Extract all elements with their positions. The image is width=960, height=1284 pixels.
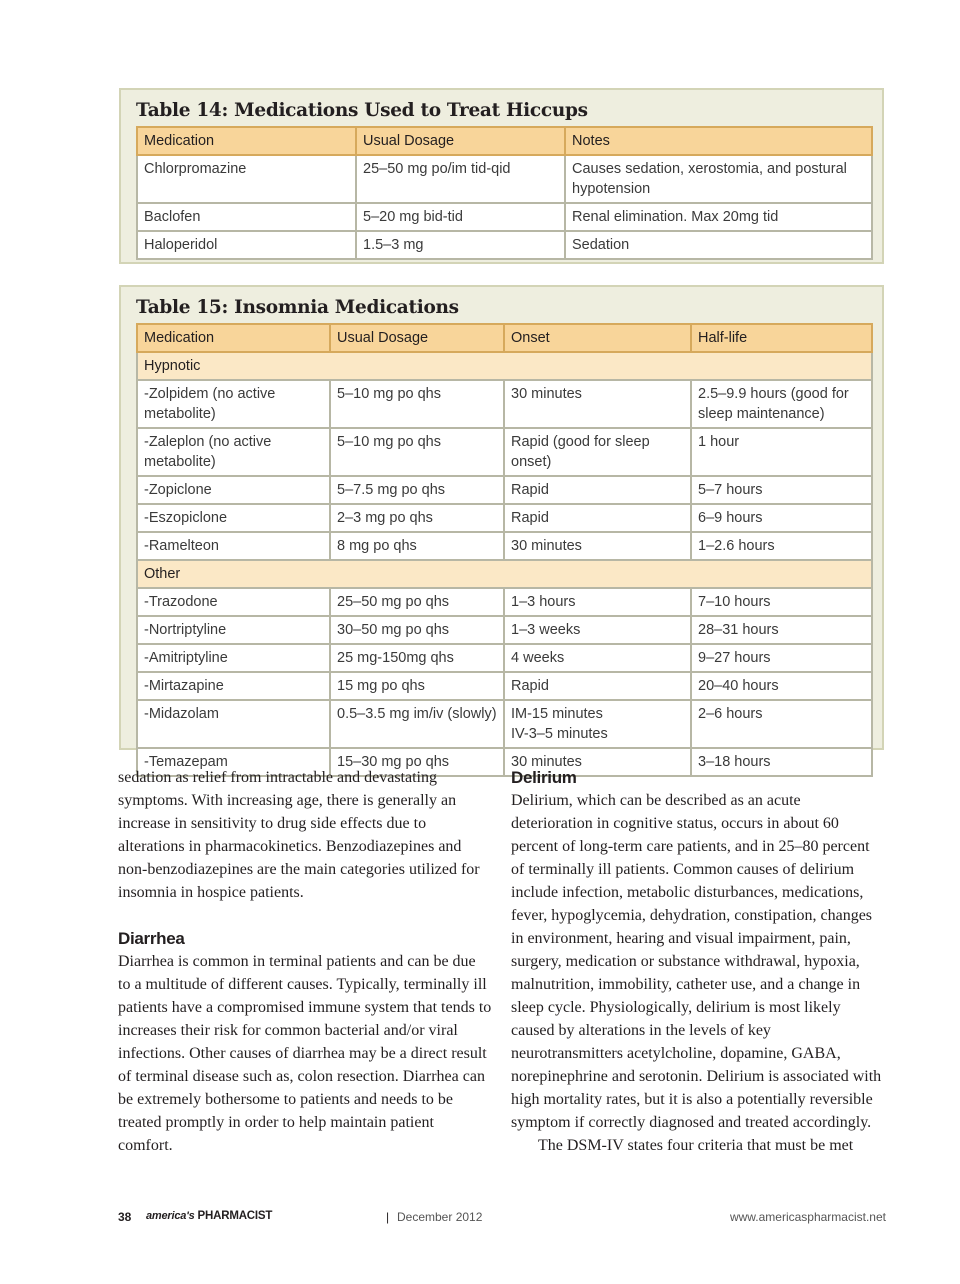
cell-dosage: 5–7.5 mg po qhs — [330, 476, 504, 504]
cell-dosage: 30–50 mg po qhs — [330, 616, 504, 644]
cell-half-life: 7–10 hours — [691, 588, 872, 616]
cell-medication: Chlorpromazine — [137, 155, 356, 203]
cell-medication: -Amitriptyline — [137, 644, 330, 672]
cell-onset: Rapid — [504, 476, 691, 504]
cell-dosage: 5–10 mg po qhs — [330, 380, 504, 428]
cell-medication: -Zolpidem (no active metabolite) — [137, 380, 330, 428]
table-header-row — [137, 127, 872, 155]
cell-medication: -Trazodone — [137, 588, 330, 616]
table-14 — [136, 126, 873, 260]
cell-medication: -Eszopiclone — [137, 504, 330, 532]
header-half-life: Half-life — [691, 324, 872, 352]
right-column — [511, 766, 885, 1157]
cell-half-life: 1 hour — [691, 428, 872, 476]
intro-paragraph: sedation as relief from intractable and devastating symptoms. With increasing age, there is generally an increase in sensitivity to drug side effects due to alterations in pharmacokinetics. Benzodiazepines and non-benzodiazepines are the main categories utilized for insomnia in hospice patients. — [118, 769, 480, 901]
magazine-logo — [146, 1210, 272, 1222]
cell-dosage: 0.5–3.5 mg im/iv (slowly) — [330, 700, 504, 748]
group-row — [137, 352, 872, 380]
table-row — [137, 672, 872, 700]
cell-onset: IM-15 minutes IV-3–5 minutes — [504, 700, 691, 748]
table-15-title: Table 15: Insomnia Medications — [136, 297, 459, 318]
cell-dosage: 25–50 mg po/im tid-qid — [356, 155, 565, 203]
cell-dosage: 25–50 mg po qhs — [330, 588, 504, 616]
cell-dosage: 25 mg-150mg qhs — [330, 644, 504, 672]
cell-dosage: 8 mg po qhs — [330, 532, 504, 560]
table-row — [137, 616, 872, 644]
cell-notes: Renal elimination. Max 20mg tid — [565, 203, 872, 231]
table-row — [137, 644, 872, 672]
table-row — [137, 504, 872, 532]
left-column — [118, 766, 492, 1157]
cell-half-life: 6–9 hours — [691, 504, 872, 532]
footer-separator: | — [386, 1210, 390, 1224]
table-15-box — [119, 285, 884, 770]
dsm-paragraph: The DSM-IV states four criteria that must be met — [538, 1137, 854, 1154]
issue-date: December 2012 — [397, 1210, 483, 1224]
table-row — [137, 155, 872, 203]
cell-medication: -Ramelteon — [137, 532, 330, 560]
table-14-box — [119, 88, 884, 264]
table-row — [137, 203, 872, 231]
diarrhea-paragraph: Diarrhea is common in terminal patients and can be due to a multitude of different causes. Typically, terminally ill patients have a compromised immune system that tends to increases their risk for common bacterial and/or viral infections. Other causes of diarrhea may be a direct result of terminal disease such as, colon resection. Diarrhea can be extremely bothersome to patients and needs to be treated promptly in order to help maintain patient comfort. — [118, 953, 492, 1154]
cell-half-life: 2.5–9.9 hours (good for sleep maintenance) — [691, 380, 872, 428]
cell-dosage: 1.5–3 mg — [356, 231, 565, 259]
cell-onset: 1–3 weeks — [504, 616, 691, 644]
cell-notes: Causes sedation, xerostomia, and postural hypotension — [565, 155, 872, 203]
cell-half-life: 1–2.6 hours — [691, 532, 872, 560]
cell-onset: Rapid — [504, 504, 691, 532]
cell-half-life: 28–31 hours — [691, 616, 872, 644]
cell-medication: -Nortriptyline — [137, 616, 330, 644]
cell-medication: -Temazepam — [137, 748, 330, 776]
logo-name: PHARMACIST — [197, 1210, 273, 1222]
cell-dosage: 2–3 mg po qhs — [330, 504, 504, 532]
table-row — [137, 588, 872, 616]
delirium-heading: Delirium — [511, 768, 577, 787]
cell-half-life: 9–27 hours — [691, 644, 872, 672]
page-footer — [118, 1210, 886, 1228]
cell-medication: Baclofen — [137, 203, 356, 231]
group-label: Other — [137, 560, 872, 588]
cell-half-life: 3–18 hours — [691, 748, 872, 776]
cell-dosage: 5–10 mg po qhs — [330, 428, 504, 476]
cell-onset: 1–3 hours — [504, 588, 691, 616]
table-row — [137, 476, 872, 504]
delirium-paragraph: Delirium, which can be described as an acute deterioration in cognitive status, occurs in about 60 percent of long-term care patients, and in 25–80 percent of terminally ill patients. Common causes of delirium include infection, metabolic disturbances, medications, fever, hypoglycemia, dehydration, constipation, changes in environment, hearing and visual impairment, pain, surgery, medication or substance withdrawal, hypoxia, malnutrition, immobility, catheter use, and a change in sleep cycle. Physiologically, delirium is most likely caused by alterations in the levels of key neurotransmitters acetylcholine, dopamine, GABA, norepinephrine and serotonin. Delirium is associated with high mortality rates, but it is also a potentially reversible symptom if correctly diagnosed and treated accordingly. — [511, 792, 882, 1131]
header-medication: Medication — [137, 324, 330, 352]
cell-onset: Rapid — [504, 672, 691, 700]
header-usual-dosage: Usual Dosage — [330, 324, 504, 352]
cell-onset: 30 minutes — [504, 748, 691, 776]
cell-dosage: 15–30 mg po qhs — [330, 748, 504, 776]
table-14-title: Table 14: Medications Used to Treat Hiccups — [136, 100, 588, 121]
cell-medication: -Zaleplon (no active metabolite) — [137, 428, 330, 476]
header-notes: Notes — [565, 127, 872, 155]
cell-onset: Rapid (good for sleep onset) — [504, 428, 691, 476]
cell-dosage: 5–20 mg bid-tid — [356, 203, 565, 231]
header-onset: Onset — [504, 324, 691, 352]
table-header-row — [137, 324, 872, 352]
table-row — [137, 428, 872, 476]
logo-prefix: america's — [146, 1210, 195, 1222]
cell-medication: -Midazolam — [137, 700, 330, 748]
table-row — [137, 231, 872, 259]
group-label: Hypnotic — [137, 352, 872, 380]
table-row — [137, 700, 872, 748]
cell-medication: -Mirtazapine — [137, 672, 330, 700]
website-link[interactable]: www.americaspharmacist.net — [729, 1210, 886, 1224]
cell-half-life: 5–7 hours — [691, 476, 872, 504]
cell-notes: Sedation — [565, 231, 872, 259]
cell-medication: Haloperidol — [137, 231, 356, 259]
header-medication: Medication — [137, 127, 356, 155]
cell-half-life: 20–40 hours — [691, 672, 872, 700]
table-row — [137, 532, 872, 560]
table-row — [137, 380, 872, 428]
header-usual-dosage: Usual Dosage — [356, 127, 565, 155]
diarrhea-heading: Diarrhea — [118, 929, 185, 948]
cell-half-life: 2–6 hours — [691, 700, 872, 748]
page-number: 38 — [118, 1210, 132, 1224]
cell-dosage: 15 mg po qhs — [330, 672, 504, 700]
table-15 — [136, 323, 873, 777]
cell-onset: 4 weeks — [504, 644, 691, 672]
cell-medication: -Zopiclone — [137, 476, 330, 504]
cell-onset: 30 minutes — [504, 380, 691, 428]
cell-onset: 30 minutes — [504, 532, 691, 560]
group-row — [137, 560, 872, 588]
